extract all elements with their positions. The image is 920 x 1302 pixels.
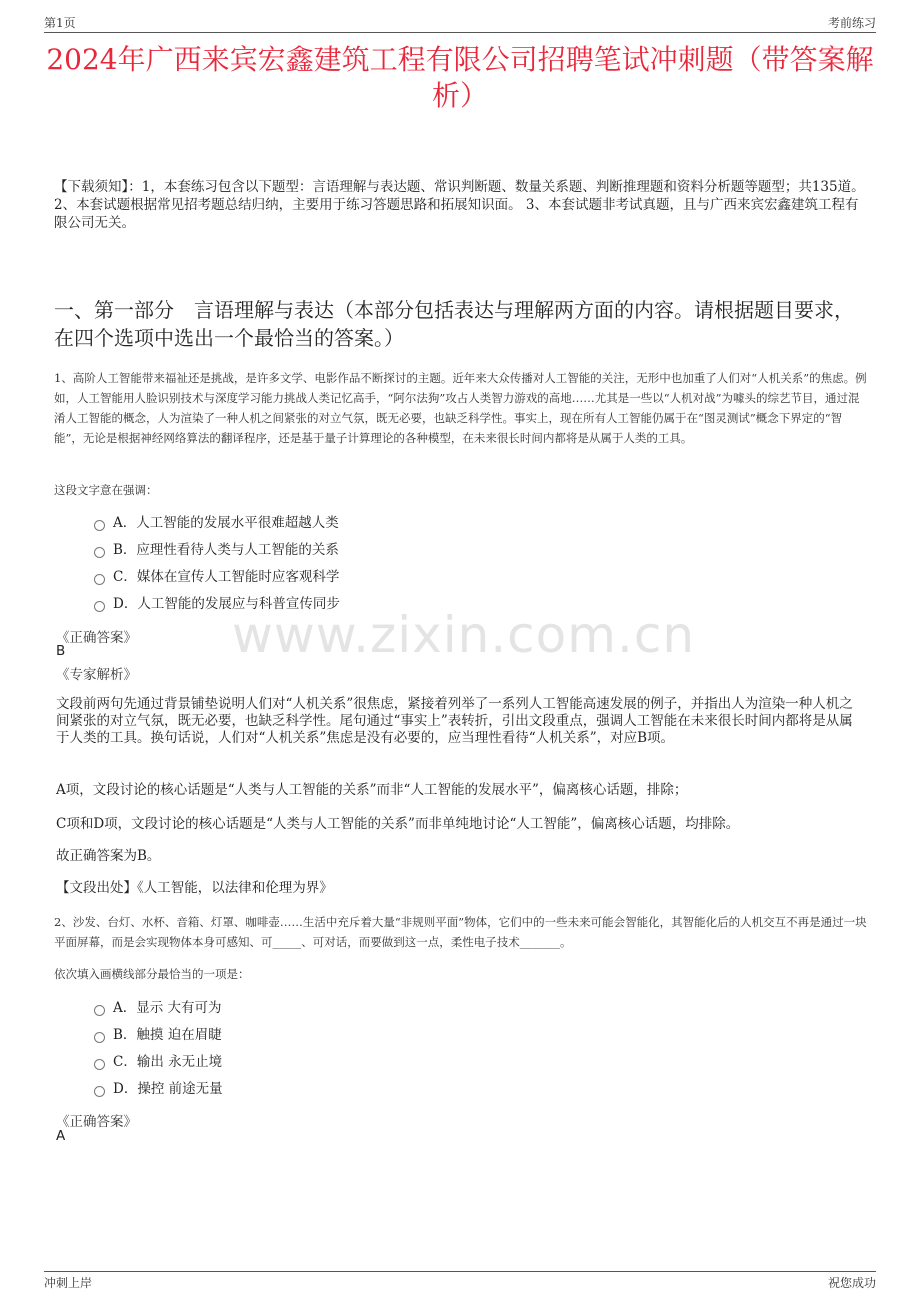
question-1-analysis-paragraph: 故正确答案为B。 <box>56 848 161 864</box>
footer-left-label: 冲刺上岸 <box>44 1276 93 1290</box>
question-2-answer: A <box>56 1128 66 1144</box>
radio-icon[interactable] <box>94 1059 105 1070</box>
question-2-option-b[interactable]: B．触摸 迫在眉睫 <box>94 1025 222 1045</box>
radio-icon[interactable] <box>94 547 105 558</box>
download-notice: 【下载须知】：1，本套练习包含以下题型：言语理解与表达题、常识判断题、数量关系题、判断推理题和资料分析题等题型；共135道。 2、本套试题根据常见招考题总结归纳，主要用于练习答题思路和拓展知识面。 3、本套试题非考试真题，且与广西来宾宏鑫建筑工程有限公司无关。 <box>54 179 865 231</box>
document-title: 2024年广西来宾宏鑫建筑工程有限公司招聘笔试冲刺题（带答案解析） <box>46 43 874 112</box>
section-heading: 一、第一部分 言语理解与表达（本部分包括表达与理解两方面的内容。请根据题目要求，在四个选项中选出一个最恰当的答案。） <box>54 298 854 350</box>
question-1-source: 【文段出处】《人工智能，以法律和伦理为界》 <box>56 880 333 896</box>
question-1-option-a[interactable]: A．人工智能的发展水平很难超越人类 <box>94 513 339 533</box>
question-1-option-c[interactable]: C．媒体在宣传人工智能时应客观科学 <box>94 567 339 587</box>
question-2-prompt: 依次填入画横线部分最恰当的一项是： <box>54 967 250 981</box>
site-watermark: www.zixin.com.cn <box>232 606 696 664</box>
header-right-label: 考前练习 <box>827 16 876 30</box>
question-1-analysis-label: 《专家解析》 <box>56 667 137 683</box>
question-2-stem: 2、沙发、台灯、水杯、音箱、灯罩、咖啡壶……生活中充斥着大量“非规则平面”物体，它们中的一些未来可能会智能化，其智能化后的人机交互不再是通过一块平面屏幕，而是会实现物体本身可感知、可_____、可对话，而要做到这一点，柔性电子技术_______。 <box>54 915 867 949</box>
question-1-prompt: 这段文字意在强调： <box>54 483 158 497</box>
page-header <box>44 14 876 32</box>
question-2-option-a[interactable]: A．显示 大有可为 <box>94 998 222 1018</box>
page-number: 第1页 <box>44 16 76 30</box>
question-2-answer-label: 《正确答案》 <box>56 1114 137 1130</box>
question-1-option-b[interactable]: B．应理性看待人类与人工智能的关系 <box>94 540 339 560</box>
radio-icon[interactable] <box>94 1086 105 1097</box>
question-1-answer-label: 《正确答案》 <box>56 630 137 646</box>
question-2-option-c[interactable]: C．输出 永无止境 <box>94 1052 222 1072</box>
question-1-analysis-paragraph: A项，文段讨论的核心话题是“人类与人工智能的关系”而非“人工智能的发展水平”，偏离核心话题，排除； <box>56 782 688 798</box>
question-1-analysis-paragraph: 文段前两句先通过背景铺垫说明人们对“人机关系”很焦虑，紧接着列举了一系列人工智能高速发展的例子，并指出人为渲染一种人机之间紧张的对立气氛，既无必要，也缺乏科学性。尾句通过“事实上”表转折，引出文段重点，强调人工智能在未来很长时间内都将是从属于人类的工具。换句话说，人们对“人机关系”焦虑是没有必要的，应当理性看待“人机关系”，对应B项。 <box>56 696 853 746</box>
radio-icon[interactable] <box>94 574 105 585</box>
footer-divider <box>44 1271 876 1272</box>
radio-icon[interactable] <box>94 520 105 531</box>
question-1-analysis-paragraph: C项和D项，文段讨论的核心话题是“人类与人工智能的关系”而非单纯地讨论“人工智能”，偏离核心话题，均排除。 <box>56 816 740 832</box>
question-1-answer: B <box>56 643 66 659</box>
question-2-option-d[interactable]: D．操控 前途无量 <box>94 1079 223 1099</box>
question-1-stem: 1、高阶人工智能带来福祉还是挑战，是许多文学、电影作品不断探讨的主题。近年来大众传播对人工智能的关注，无形中也加重了人们对“人机关系”的焦虑。例如，人工智能用人脸识别技术与深度学习能力挑战人类记忆高手，“阿尔法狗”攻占人类智力游戏的高地……尤其是一些以“人机对战”为噱头的综艺节目，通过混淆人工智能的概念，人为渲染了一种人机之间紧张的对立气氛，既无必要，也缺乏科学性。事实上，现在所有人工智能仍属于在“图灵测试”概念下界定的“智能”，无论是根据神经网络算法的翻译程序，还是基于量子计算理论的各种模型，在未来很长时间内都将是从属于人类的工具。 <box>54 371 867 445</box>
radio-icon[interactable] <box>94 1032 105 1043</box>
footer-right-label: 祝您成功 <box>827 1276 876 1290</box>
header-divider <box>44 32 876 33</box>
question-1-option-d[interactable]: D．人工智能的发展应与科普宣传同步 <box>94 594 340 614</box>
radio-icon[interactable] <box>94 1005 105 1016</box>
radio-icon[interactable] <box>94 601 105 612</box>
